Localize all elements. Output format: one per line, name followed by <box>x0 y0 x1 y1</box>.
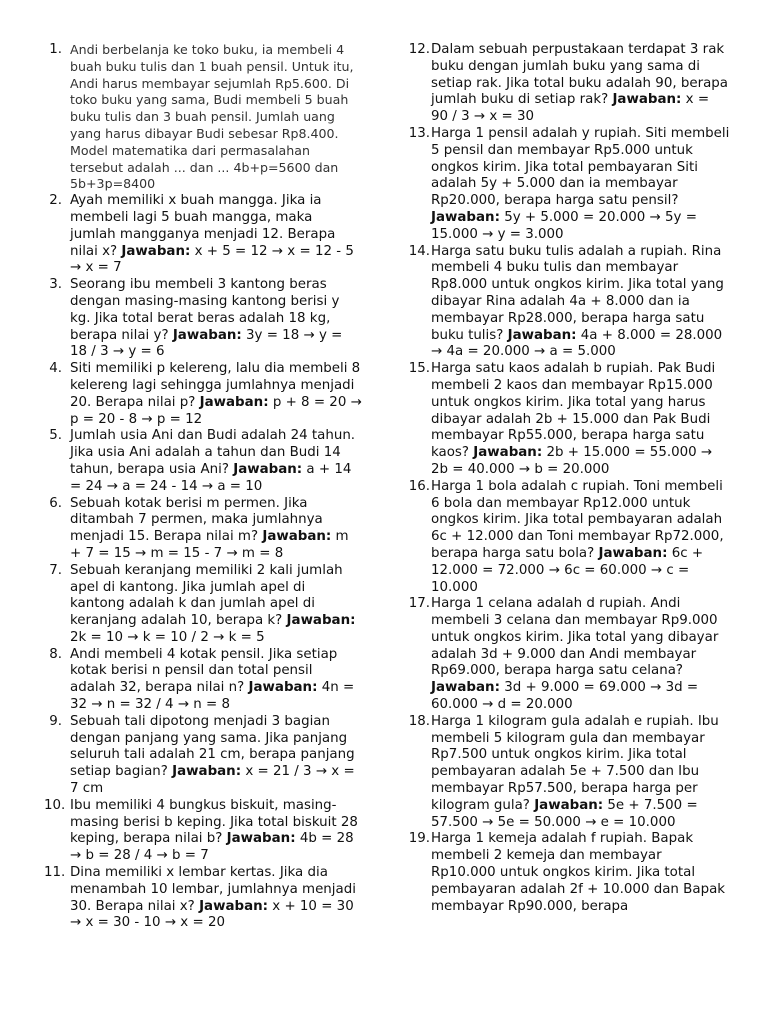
question-text: Seorang ibu membeli 3 kantong beras dengan masing-masing kantong berisi y kg. Jika total berat beras adalah 18 kg, berapa nilai y? <box>70 277 340 343</box>
item-number: 18. <box>408 713 430 729</box>
question-text: Siti memiliki p kelereng, lalu dia membeli 8 kelereng lagi sehingga jumlahnya menjadi 20. Berapa nilai p? <box>70 361 361 410</box>
item-number: 17. <box>408 596 430 612</box>
right-column <box>404 42 730 915</box>
item-number: 11. <box>44 865 66 881</box>
answer-text: 6c + 12.000 = 72.000 → 6c = 60.000 → c = 10.000 <box>431 545 704 595</box>
answer-text: 4b = 28 → b = 28 / 4 → b = 7 <box>70 831 354 864</box>
list-item <box>44 647 362 714</box>
question-text: Sebuah kotak berisi m permen. Jika ditambah 7 permen, maka jumlahnya menjadi 15. Berapa nilai m? <box>70 495 323 545</box>
item-number: 3. <box>49 277 62 293</box>
answer-label: Jawaban: <box>199 394 269 410</box>
question-text: Ibu memiliki 4 bungkus biskuit, masing-masing berisi b keping. Jika total biskuit 28 keping, berapa nilai b? <box>70 797 358 847</box>
answer-text: 2b + 15.000 = 55.000 → 2b = 40.000 → b = 20.000 <box>431 445 713 477</box>
list-item <box>44 42 362 193</box>
answer-text: x = 90 / 3 → x = 30 <box>431 92 710 125</box>
question-text: Harga 1 kilogram gula adalah e rupiah. Ibu membeli 5 kilogram gula dan membayar Rp7.500 untuk ongkos kirim. Jika total pembayaran adalah 5e + 7.500 dan Ibu membayar Rp57.500, berapa harga per kilogram gula? <box>431 713 719 813</box>
list-item <box>404 479 730 597</box>
item-number: 8. <box>49 646 62 662</box>
answer-label: Jawaban: <box>286 613 356 629</box>
answer-label: Jawaban: <box>172 327 242 343</box>
item-text <box>431 596 730 714</box>
answer-text: p + 8 = 20 → p = 20 - 8 → p = 12 <box>70 394 362 427</box>
item-text <box>431 42 730 126</box>
item-text <box>70 496 362 563</box>
answer-text: a + 14 = 24 → a = 24 - 14 → a = 10 <box>70 461 352 494</box>
answer-text: 5y + 5.000 = 20.000 → 5y = 15.000 → y = 3.000 <box>431 209 697 242</box>
answer-text: 4a + 8.000 = 28.000 → 4a = 20.000 → a = 5.000 <box>431 327 723 360</box>
list-item <box>404 126 730 244</box>
answer-label: Jawaban: <box>612 92 682 108</box>
list-item <box>404 831 730 915</box>
answer-label: Jawaban: <box>199 898 268 914</box>
list-item <box>404 244 730 362</box>
item-number: 10. <box>44 797 66 813</box>
question-text: Sebuah tali dipotong menjadi 3 bagian dengan panjang yang sama. Jika panjang seluruh tali adalah 21 cm, berapa panjang setiap bagian? <box>70 713 355 780</box>
answer-text: x + 5 = 12 → x = 12 - 5 → x = 7 <box>70 243 354 276</box>
item-number: 19. <box>408 831 430 847</box>
item-number: 7. <box>49 562 62 578</box>
answer-text: x = 21 / 3 → x = 7 cm <box>70 764 355 797</box>
question-text: Harga satu buku tulis adalah a rupiah. Rina membeli 4 buku tulis dan membayar Rp8.000 untuk ongkos kirim. Jika total yang dibayar Rina adalah 4a + 8.000 dan ia membayar Rp28.000, berapa harga satu buku tulis? <box>431 243 724 343</box>
answer-label: Jawaban: <box>248 680 318 696</box>
item-number: 5. <box>49 428 62 444</box>
item-number: 1. <box>49 42 62 57</box>
list-item <box>44 193 362 277</box>
question-text: Andi membeli 4 kotak pensil. Jika setiap kotak berisi n pensil dan total pensil adalah 32, berapa nilai n? <box>70 646 338 696</box>
answer-label: Jawaban: <box>262 529 332 545</box>
answer-label: Jawaban: <box>431 680 500 696</box>
question-text: Dina memiliki x lembar kertas. Jika dia menambah 10 lembar, jumlahnya menjadi 30. Berapa nilai x? <box>70 865 356 914</box>
question-text: Jumlah usia Ani dan Budi adalah 24 tahun. Jika usia Ani adalah a tahun dan Budi 14 tahun, berapa usia Ani? <box>70 428 356 477</box>
item-number: 12. <box>408 42 430 57</box>
answer-label: Jawaban: <box>226 831 296 847</box>
item-text <box>70 428 362 495</box>
item-text <box>70 647 362 714</box>
question-text: Harga 1 bola adalah c rupiah. Toni membeli 6 bola dan membayar Rp12.000 untuk ongkos kirim. Jika total pembayaran adalah 6c + 12.000 dan Toni membayar Rp72.000, berapa harga satu bola? <box>431 478 724 561</box>
answer-text: 3y = 18 → y = 18 / 3 → y = 6 <box>70 327 343 360</box>
item-number: 15. <box>408 361 430 377</box>
question-text: Harga 1 celana adalah d rupiah. Andi membeli 3 celana dan membayar Rp9.000 untuk ongkos kirim. Jika total yang dibayar adalah 3d + 9.000 dan Andi membayar Rp69.000, berapa harga satu celana? <box>431 596 719 679</box>
answer-text: 3d + 9.000 = 69.000 → 3d = 60.000 → d = 20.000 <box>431 680 699 713</box>
list-item <box>44 865 362 932</box>
answer-label: Jawaban: <box>473 445 543 461</box>
item-text <box>70 714 362 798</box>
list-item <box>44 798 362 865</box>
list-item <box>44 563 362 647</box>
question-text: Harga 1 pensil adalah y rupiah. Siti membeli 5 pensil dan membayar Rp5.000 untuk ongkos kirim. Jika total pembayaran Siti adalah 5y + 5.000 dan ia membayar Rp20.000, berapa harga satu pensil? <box>431 125 730 209</box>
list-item <box>404 714 730 832</box>
question-text: Andi berbelanja ke toko buku, ia membeli 4 buah buku tulis dan 1 buah pensil. Untuk itu, Andi harus membayar sejumlah Rp5.600. Di toko buku yang sama, Budi membeli 5 buah buku tulis dan 3 buah pensil. Jumlah uang yang harus dibayar Budi sebesar Rp8.400. Model matematika dari permasalahan tersebut adalah ... dan ... 4b+p=5600 dan 5b+3p=8400 <box>70 42 354 192</box>
answer-label: Jawaban: <box>233 461 303 477</box>
item-text <box>431 479 730 597</box>
answer-text: 5e + 7.500 = 57.500 → 5e = 50.000 → e = 10.000 <box>431 797 698 830</box>
item-number: 9. <box>49 713 62 729</box>
item-text <box>70 563 362 647</box>
list-item <box>44 714 362 798</box>
list-item <box>404 361 730 479</box>
item-number: 6. <box>49 495 62 511</box>
question-text: Harga satu kaos adalah b rupiah. Pak Budi membeli 2 kaos dan membayar Rp15.000 untuk ongkos kirim. Jika total yang harus dibayar adalah 2b + 15.000 dan Pak Budi membayar Rp55.000, berapa harga satu kaos? <box>431 361 716 461</box>
question-text: Dalam sebuah perpustakaan terdapat 3 rak buku dengan jumlah buku yang sama di setiap rak. Jika total buku adalah 90, berapa jumlah buku di setiap rak? <box>431 42 729 108</box>
answer-text: x + 10 = 30 → x = 30 - 10 → x = 20 <box>70 898 354 931</box>
answer-text: m + 7 = 15 → m = 15 - 7 → m = 8 <box>70 529 349 561</box>
item-text <box>431 361 730 479</box>
list-item <box>44 361 362 428</box>
item-number: 14. <box>408 243 430 259</box>
item-text <box>70 277 362 361</box>
item-text <box>70 361 362 428</box>
answer-label: Jawaban: <box>507 327 577 343</box>
answer-text: 2k = 10 → k = 10 / 2 → k = 5 <box>70 629 265 645</box>
item-number: 16. <box>408 478 430 494</box>
list-item <box>44 428 362 495</box>
list-item <box>404 42 730 126</box>
answer-label: Jawaban: <box>431 209 500 225</box>
item-number: 2. <box>49 193 62 209</box>
answer-label: Jawaban: <box>598 545 668 561</box>
item-text <box>70 798 362 865</box>
item-text <box>431 244 730 362</box>
list-item <box>404 596 730 714</box>
item-text <box>431 714 730 832</box>
answer-label: Jawaban: <box>121 243 191 259</box>
list-item <box>44 277 362 361</box>
item-text <box>431 126 730 244</box>
left-column <box>44 42 362 932</box>
item-text <box>70 42 362 193</box>
item-text <box>431 831 730 915</box>
question-text: Ayah memiliki x buah mangga. Jika ia membeli lagi 5 buah mangga, maka jumlah mangganya menjadi 12. Berapa nilai x? <box>70 193 336 259</box>
question-text: Harga 1 kemeja adalah f rupiah. Bapak membeli 2 kemeja dan membayar Rp10.000 untuk ongkos kirim. Jika total pembayaran adalah 2f + 10.000 dan Bapak membayar Rp90.000, berapa <box>431 831 726 914</box>
answer-label: Jawaban: <box>172 764 242 780</box>
answer-label: Jawaban: <box>534 797 604 813</box>
item-number: 13. <box>408 125 430 141</box>
item-text <box>70 865 362 932</box>
item-text <box>70 193 362 277</box>
list-item <box>44 496 362 563</box>
item-number: 4. <box>49 361 62 377</box>
answer-text: 4n = 32 → n = 32 / 4 → n = 8 <box>70 680 355 713</box>
question-text: Sebuah keranjang memiliki 2 kali jumlah apel di kantong. Jika jumlah apel di kantong adalah k dan jumlah apel di keranjang adalah 10, berapa k? <box>70 562 343 629</box>
